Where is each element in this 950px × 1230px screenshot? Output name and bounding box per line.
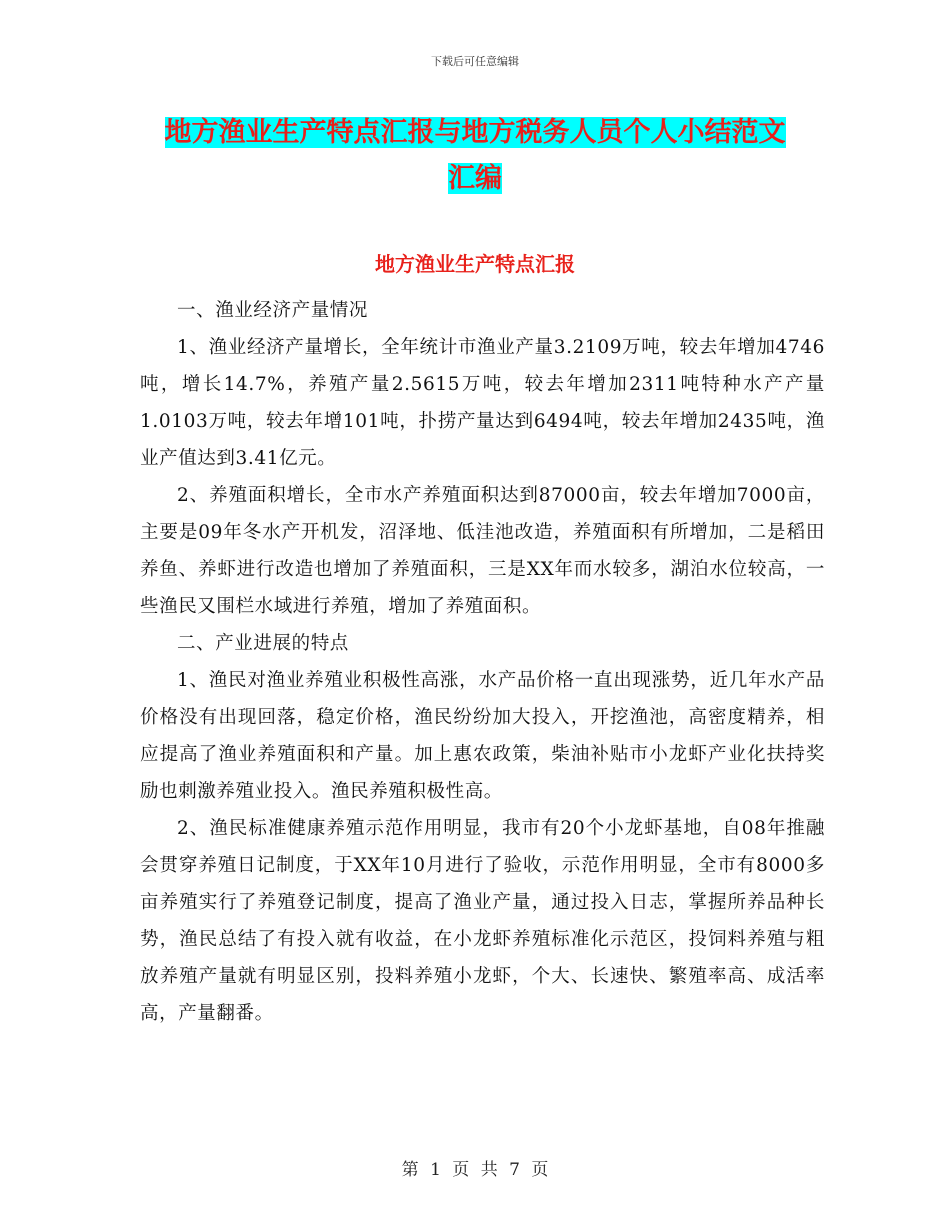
paragraph-heading-1: 一、渔业经济产量情况 [177,300,369,321]
document-title [140,110,810,202]
paragraph: 2、渔民标准健康养殖示范作用明显，我市有20个小龙虾基地，自08年推融会贯穿养殖日记制度，于XX年10月进行了验收，示范作用明显，全市有8000多亩养殖实行了养殖登记制度，提高了渔业产量，通过投入日志，掌握所养品种长势，渔民总结了有投入就有收益，在小龙虾养殖标准化示范区，投饲料养殖与粗放养殖产量就有明显区别，投料养殖小龙虾，个大、长速快、繁殖率高、成活率高，产量翻番。 [140,818,825,1024]
paragraph: 1、渔业经济产量增长，全年统计市渔业产量3.2109万吨，较去年增加4746吨，增长14.7%，养殖产量2.5615万吨，较去年增加2311吨特种水产产量1.0103万吨，较去年增101吨，扑捞产量达到6494吨，较去年增加2435吨，渔业产值达到3.41亿元。 [140,337,825,469]
document-title-line-2: 汇编 [448,163,502,194]
page-number: 第 1 页 共 7 页 [401,1160,549,1180]
paragraph: 2、养殖面积增长，全市水产养殖面积达到87000亩，较去年增加7000亩，主要是09年冬水产开机发，沼泽地、低洼池改造，养殖面积有所增加，二是稻田养鱼、养虾进行改造也增加了养殖面积，三是XX年而水较多，湖泊水位较高，一些渔民又围栏水域进行养殖，增加了养殖面积。 [140,485,825,617]
paragraph-heading-2: 二、产业进展的特点 [177,633,349,654]
section-title: 地方渔业生产特点汇报 [375,252,575,276]
header-note: 下载后可任意编辑 [431,55,519,68]
document-body [140,292,825,1032]
paragraph: 1、渔民对渔业养殖业积极性高涨，水产品价格一直出现涨势，近几年水产品价格没有出现回落，稳定价格，渔民纷纷加大投入，开挖渔池，高密度精养，相应提高了渔业养殖面积和产量。加上惠农政策，柴油补贴市小龙虾产业化扶持奖励也刺激养殖业投入。渔民养殖积极性高。 [140,670,825,802]
document-title-line-1: 地方渔业生产特点汇报与地方税务人员个人小结范文 [164,117,786,148]
